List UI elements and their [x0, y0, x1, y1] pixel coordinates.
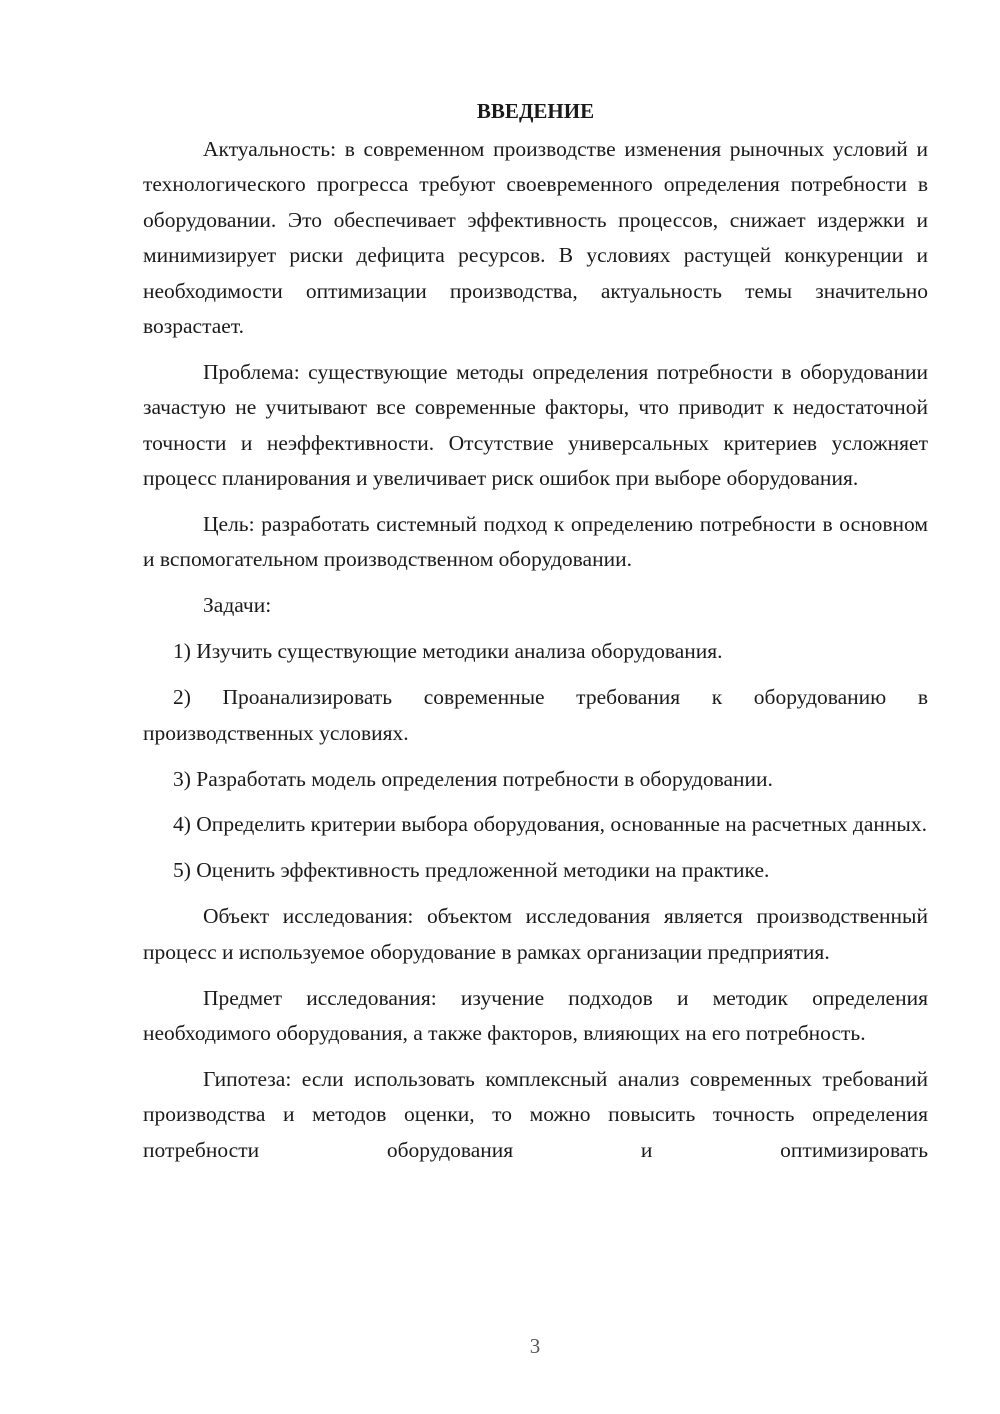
paragraph-hypothesis: Гипотеза: если использовать комплексный анализ современных требований производства и методов оценки, то можно повысить точность определения потребности оборудования и оптимизировать [143, 1066, 928, 1162]
task-item-4: 4) Определить критерии выбора оборудования, основанные на расчетных данных. [173, 812, 927, 837]
task-item-1: 1) Изучить существующие методики анализа оборудования. [173, 639, 723, 664]
document-page [143, 94, 928, 1168]
paragraph-subject: Предмет исследования: изучение подходов и методик определения необходимого оборудования, а также факторов, влияющих на его потребность. [143, 985, 928, 1045]
section-title: ВВЕДЕНИЕ [476, 99, 595, 123]
paragraph-problem: Проблема: существующие методы определения потребности в оборудовании зачастую не учитывают все современные факторы, что приводит к недостаточной точности и неэффективности. Отсутствие универсальных критериев усложняет процесс планирования и увеличивает риск ошибок при выборе оборудования. [143, 359, 928, 491]
paragraph-relevance: Актуальность: в современном производстве изменения рыночных условий и технологического прогресса требуют своевременного определения потребности в оборудовании. Это обеспечивает эффективность процессов, снижает издержки и минимизирует риски дефицита ресурсов. В условиях растущей конкуренции и необходимости оптимизации производства, актуальность темы значительно возрастает. [143, 137, 928, 339]
page-number: 3 [529, 1334, 541, 1358]
paragraph-goal: Цель: разработать системный подход к определению потребности в основном и вспомогательном производственном оборудовании. [143, 512, 928, 572]
task-item-2: 2) Проанализировать современные требования к оборудованию в производственных условиях. [143, 685, 928, 745]
paragraph-object: Объект исследования: объектом исследования является производственный процесс и используемое оборудование в рамках организации предприятия. [143, 904, 928, 964]
task-item-3: 3) Разработать модель определения потребности в оборудовании. [173, 766, 773, 791]
tasks-heading: Задачи: [203, 593, 272, 618]
task-item-5: 5) Оценить эффективность предложенной методики на практике. [173, 858, 770, 883]
